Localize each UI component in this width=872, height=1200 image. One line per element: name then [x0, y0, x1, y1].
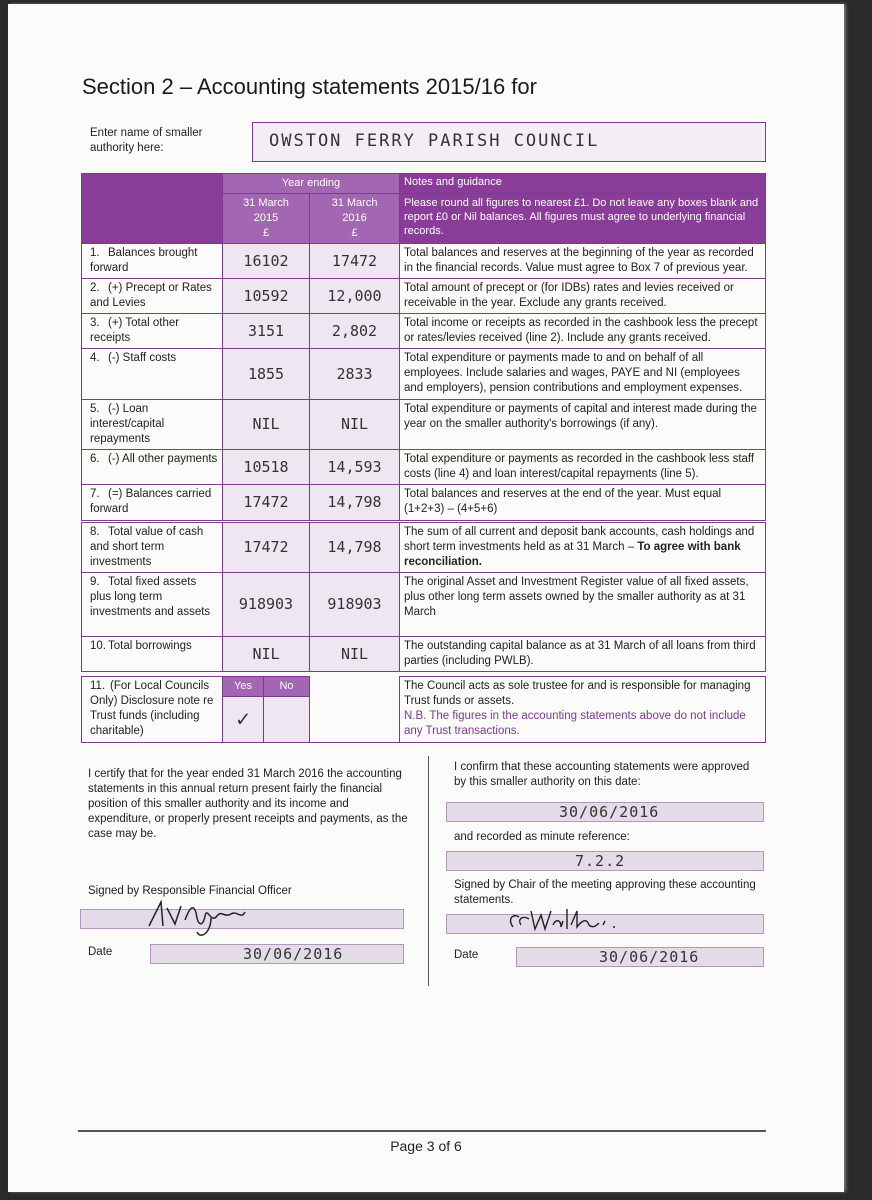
value-2015[interactable]: 1855 — [223, 349, 310, 400]
footer-rule — [78, 1130, 766, 1132]
page-number: Page 3 of 6 — [390, 1138, 462, 1154]
authority-name-field[interactable] — [252, 122, 766, 162]
row-note: Total expenditure or payments of capital and interest made during the year on the smaller authority's borrowings (if any). — [400, 400, 766, 450]
row-note: Total balances and reserves at the beginning of the year as recorded in the financial records. Value must agree to Box 7 of previous year. — [400, 244, 766, 279]
row-label — [82, 314, 223, 349]
page — [8, 4, 844, 1192]
header-notes: Notes and guidance — [400, 174, 766, 194]
row-label — [82, 244, 223, 279]
row-label — [82, 573, 223, 637]
row-label — [82, 450, 223, 485]
row-note — [400, 573, 766, 637]
row-label-text: (-) All other payments — [108, 453, 218, 465]
header-year-ending: Year ending — [223, 174, 400, 194]
row-label-text: (+) Precept or Rates and Levies — [90, 282, 212, 309]
row-number: 6. — [90, 453, 100, 465]
minute-ref-field[interactable] — [446, 851, 764, 871]
value-2016[interactable]: 2,802 — [310, 314, 400, 349]
header-blank — [82, 174, 223, 244]
yes-checkbox[interactable]: ✓ — [223, 697, 264, 743]
table-row — [82, 450, 766, 485]
chair-signed-label: Signed by Chair of the meeting approving these accounting statements. — [454, 879, 756, 906]
value-2015[interactable]: 16102 — [223, 244, 310, 279]
approval-date-field[interactable] — [446, 802, 764, 822]
minute-ref-label: and recorded as minute reference: — [454, 831, 630, 843]
row-note: Total amount of precept or (for IDBs) rates and levies received or receivable in the year. Exclude any grants received. — [400, 279, 766, 314]
row-note: Total expenditure or payments made to and on behalf of all employees. Include salaries and wages, PAYE and NI (employees and employers), pension contributions and employment expenses. — [400, 349, 766, 400]
value-2016[interactable]: 17472 — [310, 244, 400, 279]
row-label-text: (For Local Councils Only) Disclosure note re Trust funds (including charitable) — [90, 680, 214, 737]
table-row — [82, 349, 766, 400]
value-2015[interactable]: 10518 — [223, 450, 310, 485]
value-2015[interactable]: NIL — [223, 400, 310, 450]
rfo-signature — [141, 896, 281, 936]
value-2016[interactable]: 2833 — [310, 349, 400, 400]
table-row — [82, 244, 766, 279]
assets-table — [81, 522, 766, 672]
page-title: Section 2 – Accounting statements 2015/16 for — [82, 74, 537, 99]
rfo-date-label: Date — [88, 946, 113, 958]
row-note-bold: To agree with bank reconciliation. — [404, 541, 741, 568]
rfo-date-field[interactable] — [150, 944, 404, 964]
row-number: 1. — [90, 247, 100, 259]
row-number: 2. — [90, 282, 100, 294]
chair-date-value: 30/06/2016 — [599, 948, 700, 966]
row-number: 4. — [90, 352, 100, 364]
chair-date-label: Date — [454, 949, 479, 961]
row-note: Total expenditure or payments as recorded in the cashbook less staff costs (line 4) and loan interest/capital repayments (line 5). — [400, 450, 766, 485]
chair-date-field[interactable] — [516, 947, 764, 967]
row-label — [82, 485, 223, 521]
row-number: 8. — [90, 526, 100, 538]
value-2016[interactable]: 14,798 — [310, 485, 400, 521]
row-number: 11. — [90, 680, 106, 692]
value-2016[interactable]: 14,798 — [310, 523, 400, 573]
row-label-text: Total borrowings — [108, 640, 192, 652]
value-2016[interactable]: 14,593 — [310, 450, 400, 485]
value-2015[interactable]: 918903 — [223, 573, 310, 637]
header-col-2016: 31 March 2016 £ — [310, 194, 400, 244]
value-2015[interactable]: 17472 — [223, 485, 310, 521]
trust-note-nb: N.B. The figures in the accounting statements above do not include any Trust transactions. — [404, 710, 746, 737]
trust-table — [81, 676, 766, 743]
row-label-text: (=) Balances carried forward — [90, 488, 212, 515]
approval-date-value: 30/06/2016 — [559, 803, 660, 821]
row-note: Total balances and reserves at the end of the year. Must equal (1+2+3) – (4+5+6) — [400, 485, 766, 521]
value-2015[interactable]: 10592 — [223, 279, 310, 314]
table-row — [82, 485, 766, 521]
accounting-table — [81, 173, 766, 521]
value-2016[interactable]: 12,000 — [310, 279, 400, 314]
rfo-signed-label: Signed by Responsible Financial Officer — [88, 885, 292, 897]
value-2016[interactable]: NIL — [310, 400, 400, 450]
no-header: No — [264, 677, 310, 697]
row-number: 10. — [90, 640, 106, 652]
chair-signature-field[interactable] — [446, 914, 764, 934]
row-note: Total income or receipts as recorded in the cashbook less the precept or rates/levies received (line 2). Include any grants received. — [400, 314, 766, 349]
trust-note: The Council acts as sole trustee for and is responsible for managing Trust funds or assets. — [404, 680, 751, 707]
row-label-text: (-) Loan interest/capital repayments — [90, 403, 165, 445]
table-row — [82, 279, 766, 314]
header-guidance: Please round all figures to nearest £1. Do not leave any boxes blank and report £0 or Nil balances. All figures must agree to underlying financial records. — [400, 194, 766, 244]
yes-header: Yes — [223, 677, 264, 697]
trust-header-row — [82, 677, 766, 697]
value-2016[interactable]: 918903 — [310, 573, 400, 637]
row-label — [82, 400, 223, 450]
row-note — [400, 637, 766, 672]
divider-vertical — [428, 756, 429, 986]
row-number: 3. — [90, 317, 100, 329]
row-number: 9. — [90, 576, 100, 588]
row-label — [82, 523, 223, 573]
rfo-signature-field[interactable] — [80, 909, 404, 929]
row-note-text: The outstanding capital balance as at 31 March of all loans from third parties (including PWLB). — [404, 640, 756, 667]
value-2015[interactable]: NIL — [223, 637, 310, 672]
header-col-2015: 31 March 2015 £ — [223, 194, 310, 244]
row-label-text: Total fixed assets plus long term investments and assets — [90, 576, 211, 618]
row-label-text: (+) Total other receipts — [90, 317, 180, 344]
value-2016[interactable]: NIL — [310, 637, 400, 672]
row-label — [82, 637, 223, 672]
approval-text: I confirm that these accounting statements were approved by this smaller authority on this date: — [454, 761, 750, 788]
table-row — [82, 314, 766, 349]
row-number: 5. — [90, 403, 100, 415]
row-label-text: Total value of cash and short term investments — [90, 526, 204, 568]
table-row — [82, 523, 766, 573]
rfo-certification-text: I certify that for the year ended 31 March 2016 the accounting statements in this annual return present fairly the financial position of this smaller authority and its income and expenditure, or properly present receipts and payments, as the case may be. — [88, 768, 408, 840]
value-2015[interactable]: 3151 — [223, 314, 310, 349]
row-number: 7. — [90, 488, 100, 500]
no-checkbox[interactable] — [264, 697, 310, 743]
row-label — [82, 279, 223, 314]
row-label-text: (-) Staff costs — [108, 352, 177, 364]
row-label-text: Balances brought forward — [90, 247, 198, 274]
row-note-text: The original Asset and Investment Register value of all fixed assets, plus other long term assets owned by the smaller authority as at 31 March — [404, 576, 749, 618]
value-2015[interactable]: 17472 — [223, 523, 310, 573]
table-row — [82, 573, 766, 637]
rfo-date-value: 30/06/2016 — [243, 945, 344, 963]
chair-signature — [503, 905, 673, 935]
authority-name-value: OWSTON FERRY PARISH COUNCIL — [269, 131, 600, 151]
row-label — [82, 349, 223, 400]
table-row — [82, 637, 766, 672]
row-note — [400, 677, 766, 743]
authority-name-label: Enter name of smaller authority here: — [90, 127, 203, 154]
table-row — [82, 400, 766, 450]
row-note-text: The sum of all current and deposit bank accounts, cash holdings and short term investments held as at 31 March – — [404, 526, 755, 553]
minute-ref-value: 7.2.2 — [575, 852, 626, 870]
blank-cell — [310, 677, 400, 743]
row-label — [82, 677, 223, 743]
row-note — [400, 523, 766, 573]
